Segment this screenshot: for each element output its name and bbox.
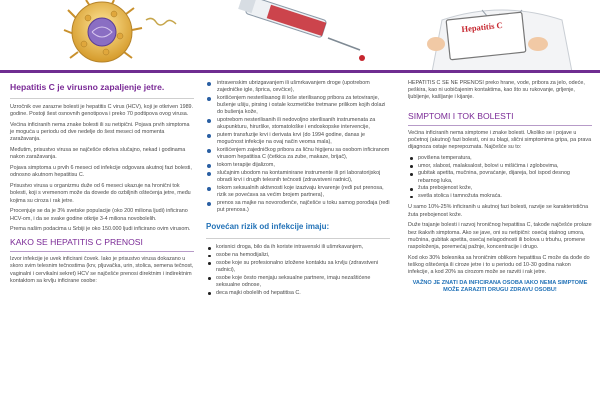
paragraph: Većina inficiranih nema znake bolesti ili su netipični. Pojava prvih simptoma je moguća u periodu od dve nedelje do šest meseci od momenta zaražavanja. bbox=[10, 122, 190, 143]
bullet-icon bbox=[208, 292, 211, 295]
paragraph: Pojava simptoma u prvih 6 meseci od infekcije odgovara akutnoj fazi bolesti, odnosno akutnom hepatitisu C. bbox=[10, 165, 192, 179]
doctor-illustration bbox=[412, 0, 600, 72]
list-item bbox=[206, 147, 390, 161]
hepatitis-c-sign: Hepatitis C bbox=[460, 19, 504, 35]
paragraph: Duže trajanje bolesti i razvoj hroničnog hepatitisa C, takođe najčešće prolaze bez ikakvih simptoma. Ako se jave, oni su netipični: osećaj stalnog umora, mučnina, gubitak apetita, osećaj nelagodnosti ili bolova u trbuhu, promene raspoloženja, poremećaj pažnje, koncentracije i drugo. bbox=[408, 222, 592, 251]
transmission-heading: KAKO SE HEPATITIS C PRENOSI bbox=[10, 237, 143, 248]
symptoms-list bbox=[408, 155, 592, 201]
paragraph: Prema našim podacima u Srbiji je oko 150.000 ljudi inficirano ovim virusom. bbox=[10, 226, 191, 233]
column-right bbox=[408, 80, 592, 295]
paragraph: Izvor infekcije je uvek inficirani čovek. Iako je prisustvo virusa dokazano u skoro svim telesnim tečnostima (krv, pljuvačka, urin, stolica, semena tečnost, vaginalni i cervikalni sekret) HCV se najčešće prenosi direktnim i indirektnim kontaktom sa krvlju inficirane osobe: bbox=[10, 256, 194, 284]
bullet-icon bbox=[207, 97, 211, 101]
list-item-text: osobe na hemodijalizi, bbox=[216, 252, 270, 259]
bullet-icon bbox=[410, 196, 413, 199]
intro-title: Hepatitis C je virusno zapaljenje jetre. bbox=[10, 82, 165, 92]
bullet-icon bbox=[207, 82, 211, 86]
list-item bbox=[408, 163, 592, 170]
paragraph: Međutim, prisustvo virusa se najčešće otkriva slučajno, nekad i godinama nakon zaražavanja. bbox=[10, 147, 186, 161]
list-item bbox=[206, 132, 390, 146]
column-left bbox=[10, 80, 194, 289]
paragraph: HEPATITIS C SE NE PRENOSI preko hrane, vode, pribora za jelo, odeće, peškira, kao ni uobičajenim kontaktima, kao što su rukovanje, grljenje, ljubljenje, kašljanje i kijanje. bbox=[408, 80, 585, 101]
paragraph: U samo 10%-25% inficiranih u akutnoj fazi bolesti, razvije se karakteristična žuta prebojenost kože. bbox=[408, 204, 589, 218]
list-item-text: umor, slabost, malaksalost, bolovi u mišićima i zglobovima, bbox=[418, 162, 559, 169]
transmission-list bbox=[206, 80, 390, 214]
list-item-text: korisnici droga, bilo da ih koriste intravenski ili ušmrkavanjem, bbox=[216, 244, 364, 251]
paragraph: Prisustvo virusa u organizmu duže od 6 meseci ukazuje na hronični tok bolesti, koji s vremenom može da dovede do ozbiljnih oštećenja jetre, među kojima su ciroza i rak jetre. bbox=[10, 183, 191, 204]
bullet-icon bbox=[208, 255, 211, 258]
list-item bbox=[206, 260, 390, 274]
list-item bbox=[408, 155, 592, 162]
bullet-icon bbox=[207, 119, 211, 123]
bullet-icon bbox=[208, 247, 211, 250]
banner-band bbox=[0, 70, 600, 73]
bullet-icon bbox=[410, 173, 413, 176]
list-item-text: korišćenjem zajedničkog pribora za ličnu higijenu sa osobom inficiranom virusom hepatitisa C (četkica za zube, makaze, brijač), bbox=[217, 147, 390, 161]
bullet-icon bbox=[207, 187, 211, 191]
list-item bbox=[206, 162, 390, 169]
list-item bbox=[408, 185, 592, 192]
syringe-illustration bbox=[238, 0, 378, 72]
divider bbox=[206, 238, 390, 239]
list-item-text: intravenskim ubrizgavanjem ili ušmrkavanjem droge (upotrebom zajedničke igle, šprica, cevčice), bbox=[217, 80, 370, 94]
list-item-text: putem transfuzije krvi i derivata krvi (do 1994 godine, danas je mogućnost infekcije na ovaj način veoma mala), bbox=[217, 132, 366, 146]
risk-heading: Povećan rizik od infekcije imaju: bbox=[206, 222, 330, 232]
list-item bbox=[408, 170, 592, 184]
list-item bbox=[206, 252, 390, 259]
list-item-text: svetla stolica i tamnožuta mokraća. bbox=[418, 193, 502, 200]
column-middle bbox=[206, 80, 390, 301]
list-item bbox=[206, 170, 390, 184]
list-item-text: prenos sa majke na novorođenče, najčešće u toku samog porođaja (ređi put prenosa.) bbox=[217, 200, 390, 214]
header-banner bbox=[0, 0, 600, 72]
list-item-text: deca majki obolelih od hepatitisa C. bbox=[216, 290, 301, 296]
list-item-text: tokom seksualnih aktivnosti koje izazivaju krvarenje (ređi put prenosa, rizik se povećava sa većim brojem partnera), bbox=[217, 185, 384, 199]
divider bbox=[10, 98, 194, 99]
list-item bbox=[206, 275, 390, 289]
bullet-icon bbox=[410, 188, 413, 191]
bullet-icon bbox=[410, 165, 413, 168]
paragraph: Kod oko 30% bolesnika sa hroničnim oblikom hepatitisa C može da dođe do teškog oštećenja ili ciroze jetre i to u periodu od 10-30 godina nakon infekcije, a kod 20% sa cirozom može se razviti i rak jetre. bbox=[408, 254, 590, 276]
list-item bbox=[206, 117, 390, 131]
paragraph: Uzročnik ove zarazne bolesti je hepatitis C virus (HCV), koji je otkriven 1989. godine. Postoji šest osnovnih genotipova i preko 70 podtipova ovog virusa. bbox=[10, 104, 194, 118]
bullet-icon bbox=[410, 157, 413, 160]
list-item-text: gubitak apetita, mučnina, povraćanje, dijareja, bol ispod desnog rebarnog luka, bbox=[418, 170, 570, 184]
list-item bbox=[408, 193, 592, 200]
bullet-icon bbox=[207, 164, 211, 168]
paragraph: Procenjuje se da je 3% svetske populacije (oko 200 miliona ljudi) inficirano HCV-om, i da se svake godine otkrije 3-4 miliona novobolelih. bbox=[10, 208, 188, 222]
list-item bbox=[206, 80, 390, 94]
bullet-icon bbox=[207, 149, 211, 153]
list-item bbox=[206, 95, 390, 117]
list-item bbox=[206, 185, 390, 199]
list-item-text: tokom terapije dijalizom, bbox=[217, 162, 275, 169]
bullet-icon bbox=[208, 262, 211, 265]
virus-illustration bbox=[62, 0, 182, 72]
bullet-icon bbox=[208, 277, 211, 280]
warning-callout: VAŽNO JE ZNATI DA INFICIRANA OSOBA IAKO NEMA SIMPTOME MOŽE ZARAZITI DRUGU ZDRAVU OSOBU! bbox=[412, 280, 588, 294]
list-item bbox=[206, 244, 390, 251]
divider bbox=[10, 251, 194, 252]
list-item-text: korišćenjem nesterilisanog ili loše sterilisanog pribora za tetoviranje, bušenje ušiju, pirsing i ostale kozmetičke tretmane prilikom kojih dolazi do bušenja kože, bbox=[217, 95, 386, 116]
list-item-text: osobe koje su profesionalno izložene kontaktu sa krvlju (zdravstveni radnici), bbox=[216, 260, 379, 274]
list-item-text: slučajnim ubodom na kontaminirane instrumente ili pri laboratorijskoj obradi krvi i drugih telesnih tečnosti (zdravstveni radnici), bbox=[217, 170, 381, 184]
risk-list bbox=[206, 244, 390, 297]
list-item-text: povišena temperatura, bbox=[418, 154, 472, 161]
list-item-text: osobe koje često menjaju seksualne partnere, imaju nezaštićene seksualne odnose, bbox=[216, 275, 371, 289]
list-item bbox=[206, 290, 390, 297]
divider bbox=[408, 125, 592, 126]
list-item bbox=[206, 200, 390, 214]
paragraph: Većina inficiranih nema simptome i znake bolesti. Ukoliko se i pojave u početnoj (akutnoj) fazi bolesti, oni su blagi, slični simptomima gripa, pa prava dijagnoza ostaje neprepoznata. Najčešće su to: bbox=[408, 129, 592, 151]
bullet-icon bbox=[207, 172, 211, 176]
symptoms-heading: SIMPTOMI I TOK BOLESTI bbox=[408, 110, 514, 121]
bullet-icon bbox=[207, 134, 211, 138]
list-item-text: žuta prebojenost kože, bbox=[418, 185, 473, 192]
bullet-icon bbox=[207, 202, 211, 206]
list-item-text: upotrebom nesterilisanih ili nedovoljno sterilisanih instrumenata za akupunkturu, hirurške, stomatološke i endoskopske intervencije, bbox=[217, 117, 376, 131]
